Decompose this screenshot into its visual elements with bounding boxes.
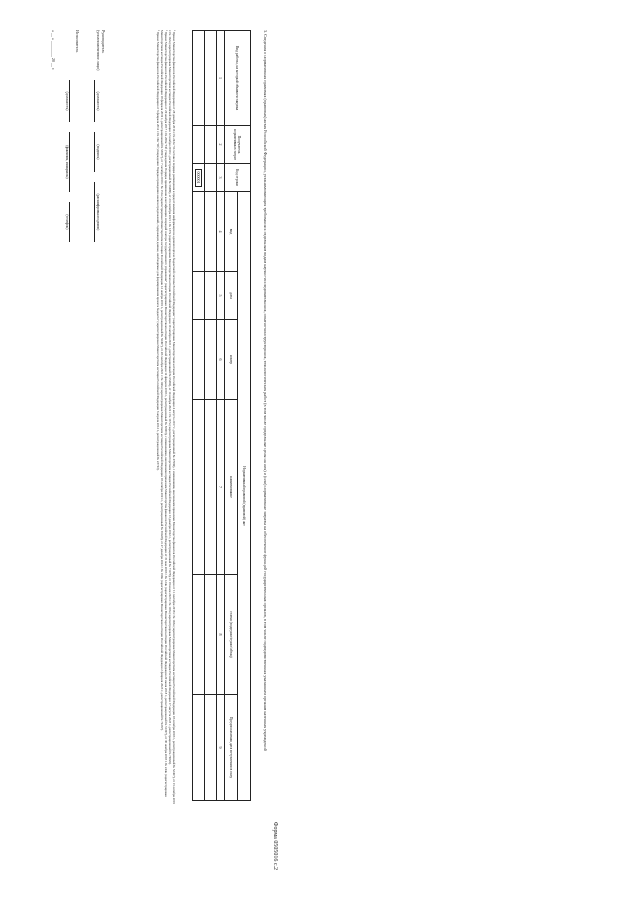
row-code: 000001 (195, 169, 202, 187)
signature-caption: (подпись) (96, 144, 100, 160)
executor-phone-line (69, 202, 70, 242)
executor-phone-caption: (телефон) (65, 214, 69, 230)
date-line: « __ » ________ 20 __ г. (51, 30, 56, 71)
col-header-effective-date: Предполагаемая дата вступления в силу (225, 695, 238, 801)
col-number: 9 (217, 695, 225, 801)
footnotes (154, 30, 175, 805)
col-number: 6 (217, 320, 225, 400)
group-header-legal-act: Нормативный правовой (правовой) акт (238, 192, 251, 801)
table-row (205, 31, 217, 801)
footnote: ² Приказ Министерства финансов Российской Федерации от 29 ноября 2017 г. № 209н "Об утверждении Порядка применения классификации операций сектора государственного управления" (зарегистрирован Министерством юстиции Российской Федерации 12 февраля 2018 г., регистрационный № 50003), с изменениями, внесенными приказами Министерства финансов Российской Федерации от 31 мая 2018 г. № 124н (зарегистрирован Министерством юстиции Российской Федерации 20 июня 2018 г., регистрационный № 51397), от 30 ноября 2018 г. № 244н (зарегистрирован Министерством юстиции Российской Федерации 18 февраля 2019 г., регистрационный № 53827), от 7 октября 2019 г. № 151н (зарегистрирован Министерством юстиции Российской Федерации 12 ноября 2019 г., регистрационный № 56497), от 28 сентября 2021 г. № 140н (зарегистрирован Министерством юстиции Российской Федерации 18 октября 2021 г., регистрационный № 65428), от 27 декабря 2022 г. № 199н (зарегистрирован Министерством юстиции Российской Федерации 2 февраля 2023 г., регистрационный № 72267). (160, 30, 168, 797)
executor-position-caption: (должность) (65, 91, 69, 111)
acts-table (192, 30, 251, 801)
signature-line (94, 132, 95, 172)
executor-label: Исполнитель (75, 30, 80, 53)
footnote: ¹ Приказ Министерства финансов Российской Федерации от 28 декабря 2016 г. № 243н "О составе и порядке размещения и предоставления информации на едином портале бюджетной системы Российской Федерации" (зарегистрирован Министерством юстиции Российской Федерации 4 августа 2017 г., регистрационный № 47669), с изменениями, внесенными приказами Министерства финансов Российской Федерации от 11 сентября 2018 г. № 193н (зарегистрирован Министерством юстиции Российской Федерации 18 октября 2018 г., регистрационный № 52467), от 15 октября 2019 г. № 162н (зарегистрирован Министерством юстиции Российской Федерации 12 ноября 2019 г., регистрационный № 56489), от 23 сентября 2021 г. № 137н (зарегистрирован Министерством юстиции Российской Федерации 19 октября 2021 г., регистрационный № 65482), от 14 ноября 2022 г. № 167н (зарегистрирован Министерством юстиции Российской Федерации 13 декабря 2022 г., регистрационный № 71478), от 19 июля 2023 г. № 118н (зарегистрирован Министерством юстиции Российской Федерации 17 августа 2023 г., регистрационный № 74826). (168, 30, 176, 804)
col-header-number: номер (225, 320, 238, 400)
executor-name-line (69, 132, 70, 192)
col-number: 5 (217, 272, 225, 320)
rotated-form-sheet (38, 20, 278, 880)
col-number: 1 (217, 31, 225, 126)
col-header-work-type: Вид работы, на который объявлен закупка (225, 31, 251, 126)
col-number: 7 (217, 400, 225, 575)
position-caption: (должность) (96, 91, 100, 111)
col-header-type: вид (225, 192, 238, 272)
executor-position-line (69, 80, 70, 122)
col-header-name: наименование (225, 400, 238, 575)
footnote: ³ Приказ Министерства финансов Российской Федерации от 6 февраля 2012 г. № 19н "Об утверждении Порядка проведения анализа предложений, содержащих данные, необходимые для формирования проекта бюджета" (зарегистрирован Министерством юстиции Российской Федерации 6 апреля 2012 г., регистрационный № 23743). (155, 30, 160, 471)
table-row (193, 31, 205, 801)
col-header-date: дата (225, 272, 238, 320)
col-header-article: статья (подпункт/пункт/абзац) (225, 575, 238, 695)
form-code: Форма 0505016 с.2 (272, 821, 278, 870)
decoding-caption: (расшифровка подписи) (96, 193, 100, 231)
decoding-line (94, 182, 95, 242)
col-number: 4 (217, 192, 225, 272)
position-line (94, 80, 95, 122)
col-header-recipient: Получатель нормативных затрат (225, 126, 251, 164)
col-number: 3 (217, 164, 225, 192)
head-label: Руководитель (уполномоченное лицо) (96, 30, 106, 71)
section-title: 3. Сведения о нормативных правовых (правовых) актах Российской Федерации, устанавливающих требования к отдельным видам научно-исследовательских, опытно-конструкторских, технологических работ (в том числе предельные цены на них) и (или) нормативные затраты на обеспечение функций государственных органов, в том числе подведомственных указанным органам казенных учреждений (263, 30, 268, 751)
col-number: 2 (217, 126, 225, 164)
column-number-row (217, 31, 225, 801)
col-header-row-code: Код строки (225, 164, 251, 192)
executor-name-caption: (фамилия, инициалы) (65, 145, 69, 179)
col-number: 8 (217, 575, 225, 695)
